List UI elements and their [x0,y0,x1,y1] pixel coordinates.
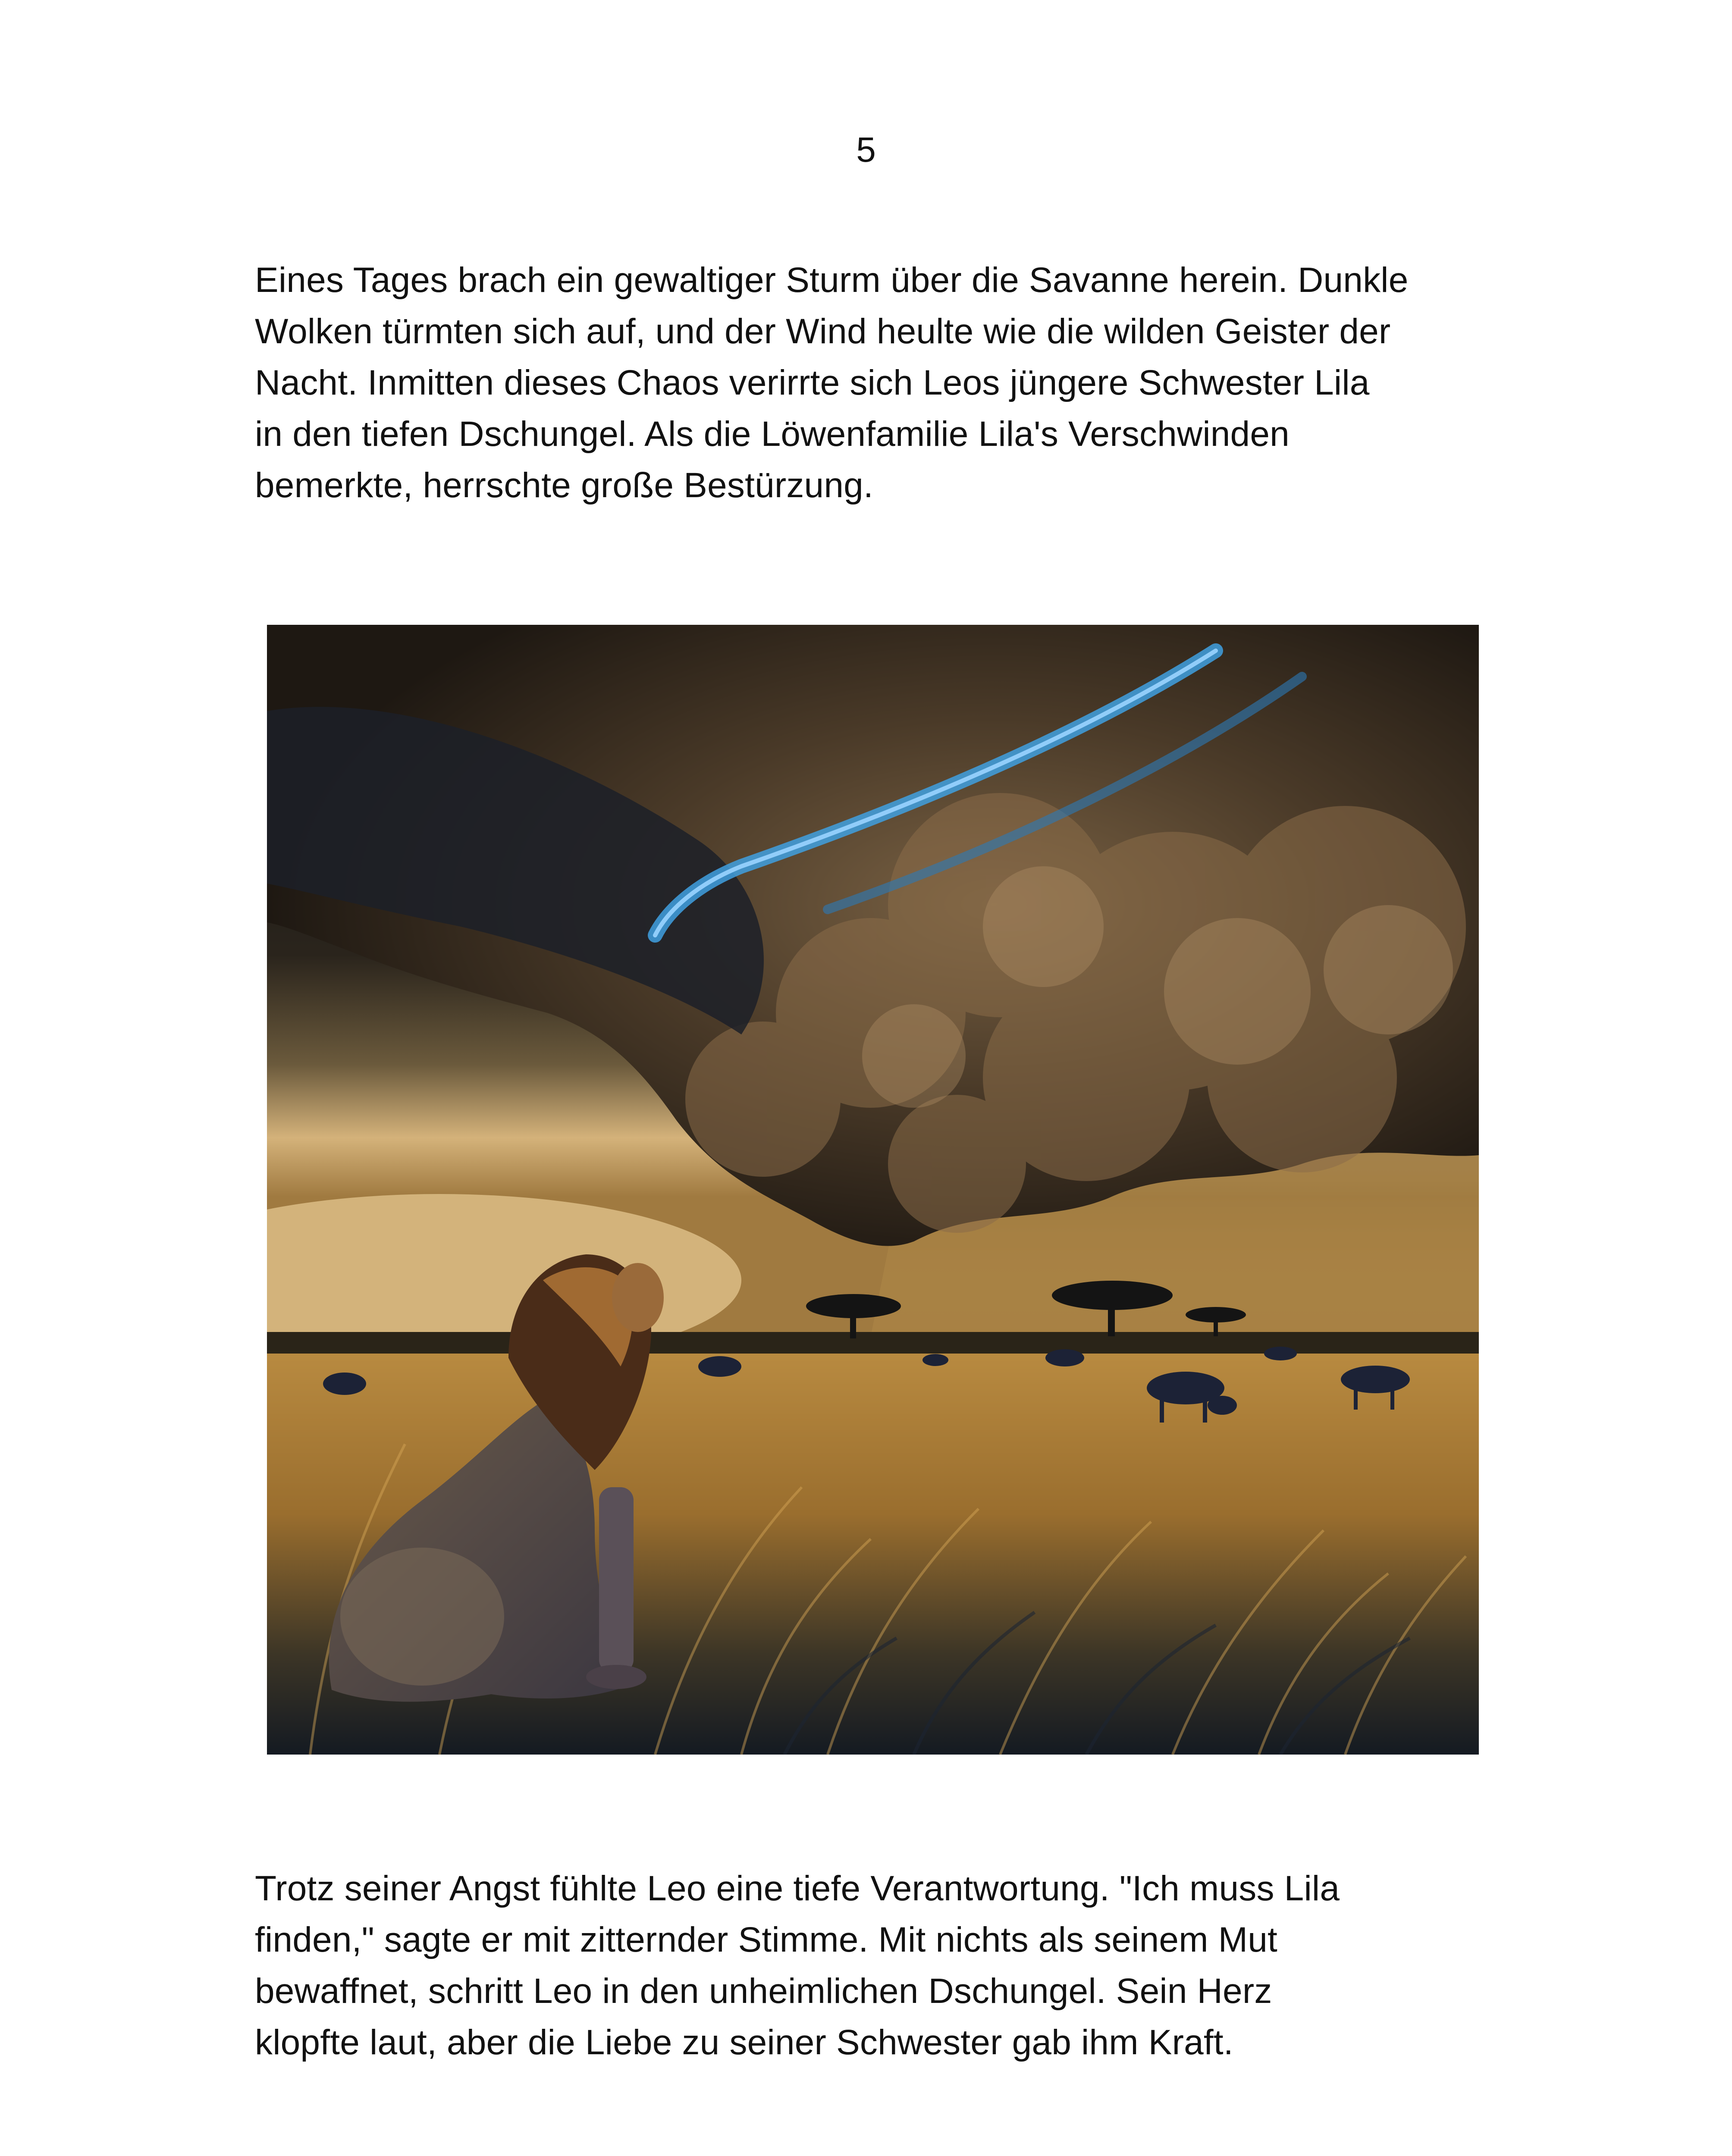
lion-head [612,1263,664,1332]
paragraph-line: bewaffnet, schritt Leo in den unheimlichen Dschungel. Sein Herz [255,1971,1272,2011]
lion-front-leg [599,1487,634,1673]
page-number: 5 [856,130,876,169]
paragraph-line: klopfte laut, aber die Liebe zu seiner Schwester gab ihm Kraft. [255,2023,1233,2062]
paragraph-2 [255,1863,1506,2068]
paragraph-line: Nacht. Inmitten dieses Chaos verirrte sich Leos jüngere Schwester Lila [255,363,1370,402]
paragraph-line: Trotz seiner Angst fühlte Leo eine tiefe Verantwortung. "Ich muss Lila [255,1869,1340,1908]
storm-savanna-illustration [267,625,1479,1755]
paragraph-1 [255,254,1506,511]
paragraph-line: Wolken türmten sich auf, und der Wind heulte wie die wilden Geister der [255,312,1391,351]
paragraph-line: bemerkte, herrschte große Bestürzung. [255,466,873,505]
paragraph-line: Eines Tages brach ein gewaltiger Sturm über die Savanne herein. Dunkle [255,260,1409,300]
paragraph-line: finden," sagte er mit zitternder Stimme. Mit nichts als seinem Mut [255,1920,1278,1959]
paragraph-line: in den tiefen Dschungel. Als die Löwenfamilie Lila's Verschwinden [255,414,1290,454]
